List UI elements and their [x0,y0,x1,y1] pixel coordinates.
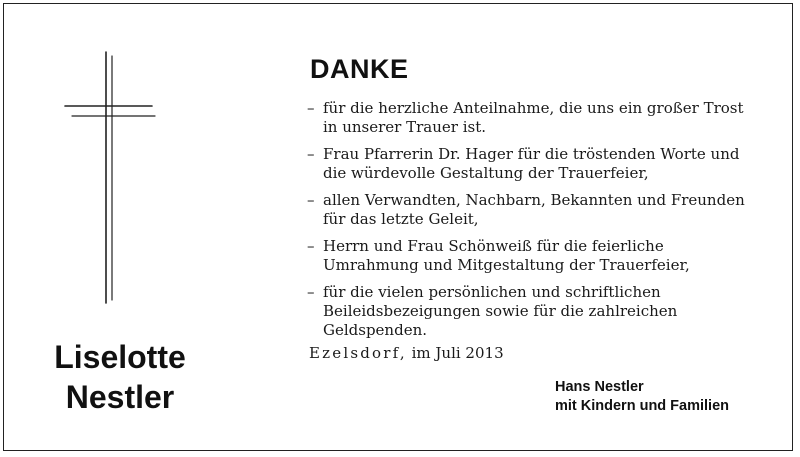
thanks-item [307,99,767,137]
cross-icon [60,50,160,305]
thanks-line: für die herzliche Anteilnahme, die uns ein großer Trost [323,99,744,117]
thanks-line: für die vielen persönlichen und schriftlichen [323,283,661,301]
bullet-dash: – [307,237,315,255]
thanks-line: Beileidsbezeigungen sowie für die zahlreichen [323,302,678,320]
place-date-text: im Juli 2013 [411,344,504,362]
bullet-dash: – [307,145,315,163]
thanks-line: Geldspenden. [323,321,428,339]
thanks-item [307,191,767,229]
bullet-dash: – [307,191,315,209]
thanks-line: Herrn und Frau Schönweiß für die feierliche [323,237,664,255]
bullet-dash: – [307,99,315,117]
thanks-list [307,99,767,348]
thanks-line: allen Verwandten, Nachbarn, Bekannten und Freunden [323,191,745,209]
first-name: Liselotte [54,339,186,375]
place-town: Ezelsdorf, [309,344,407,362]
thanks-line: in unserer Trauer ist. [323,118,486,136]
signature-line: Hans Nestler [555,379,644,395]
thanks-line: die würdevolle Gestaltung der Trauerfeier, [323,164,649,182]
thanks-line: für das letzte Geleit, [323,210,479,228]
thanks-line: Umrahmung und Mitgestaltung der Trauerfeier, [323,256,690,274]
place-date [309,344,504,362]
bullet-dash: – [307,283,315,301]
signature-line: mit Kindern und Familien [555,398,730,414]
deceased-name [20,337,220,417]
last-name: Nestler [65,379,175,415]
thanks-item [307,145,767,183]
thanks-item [307,283,767,340]
signature [555,378,729,416]
thanks-item [307,237,767,275]
heading: DANKE [310,54,409,84]
thanks-line: Frau Pfarrerin Dr. Hager für die tröstenden Worte und [323,145,740,163]
